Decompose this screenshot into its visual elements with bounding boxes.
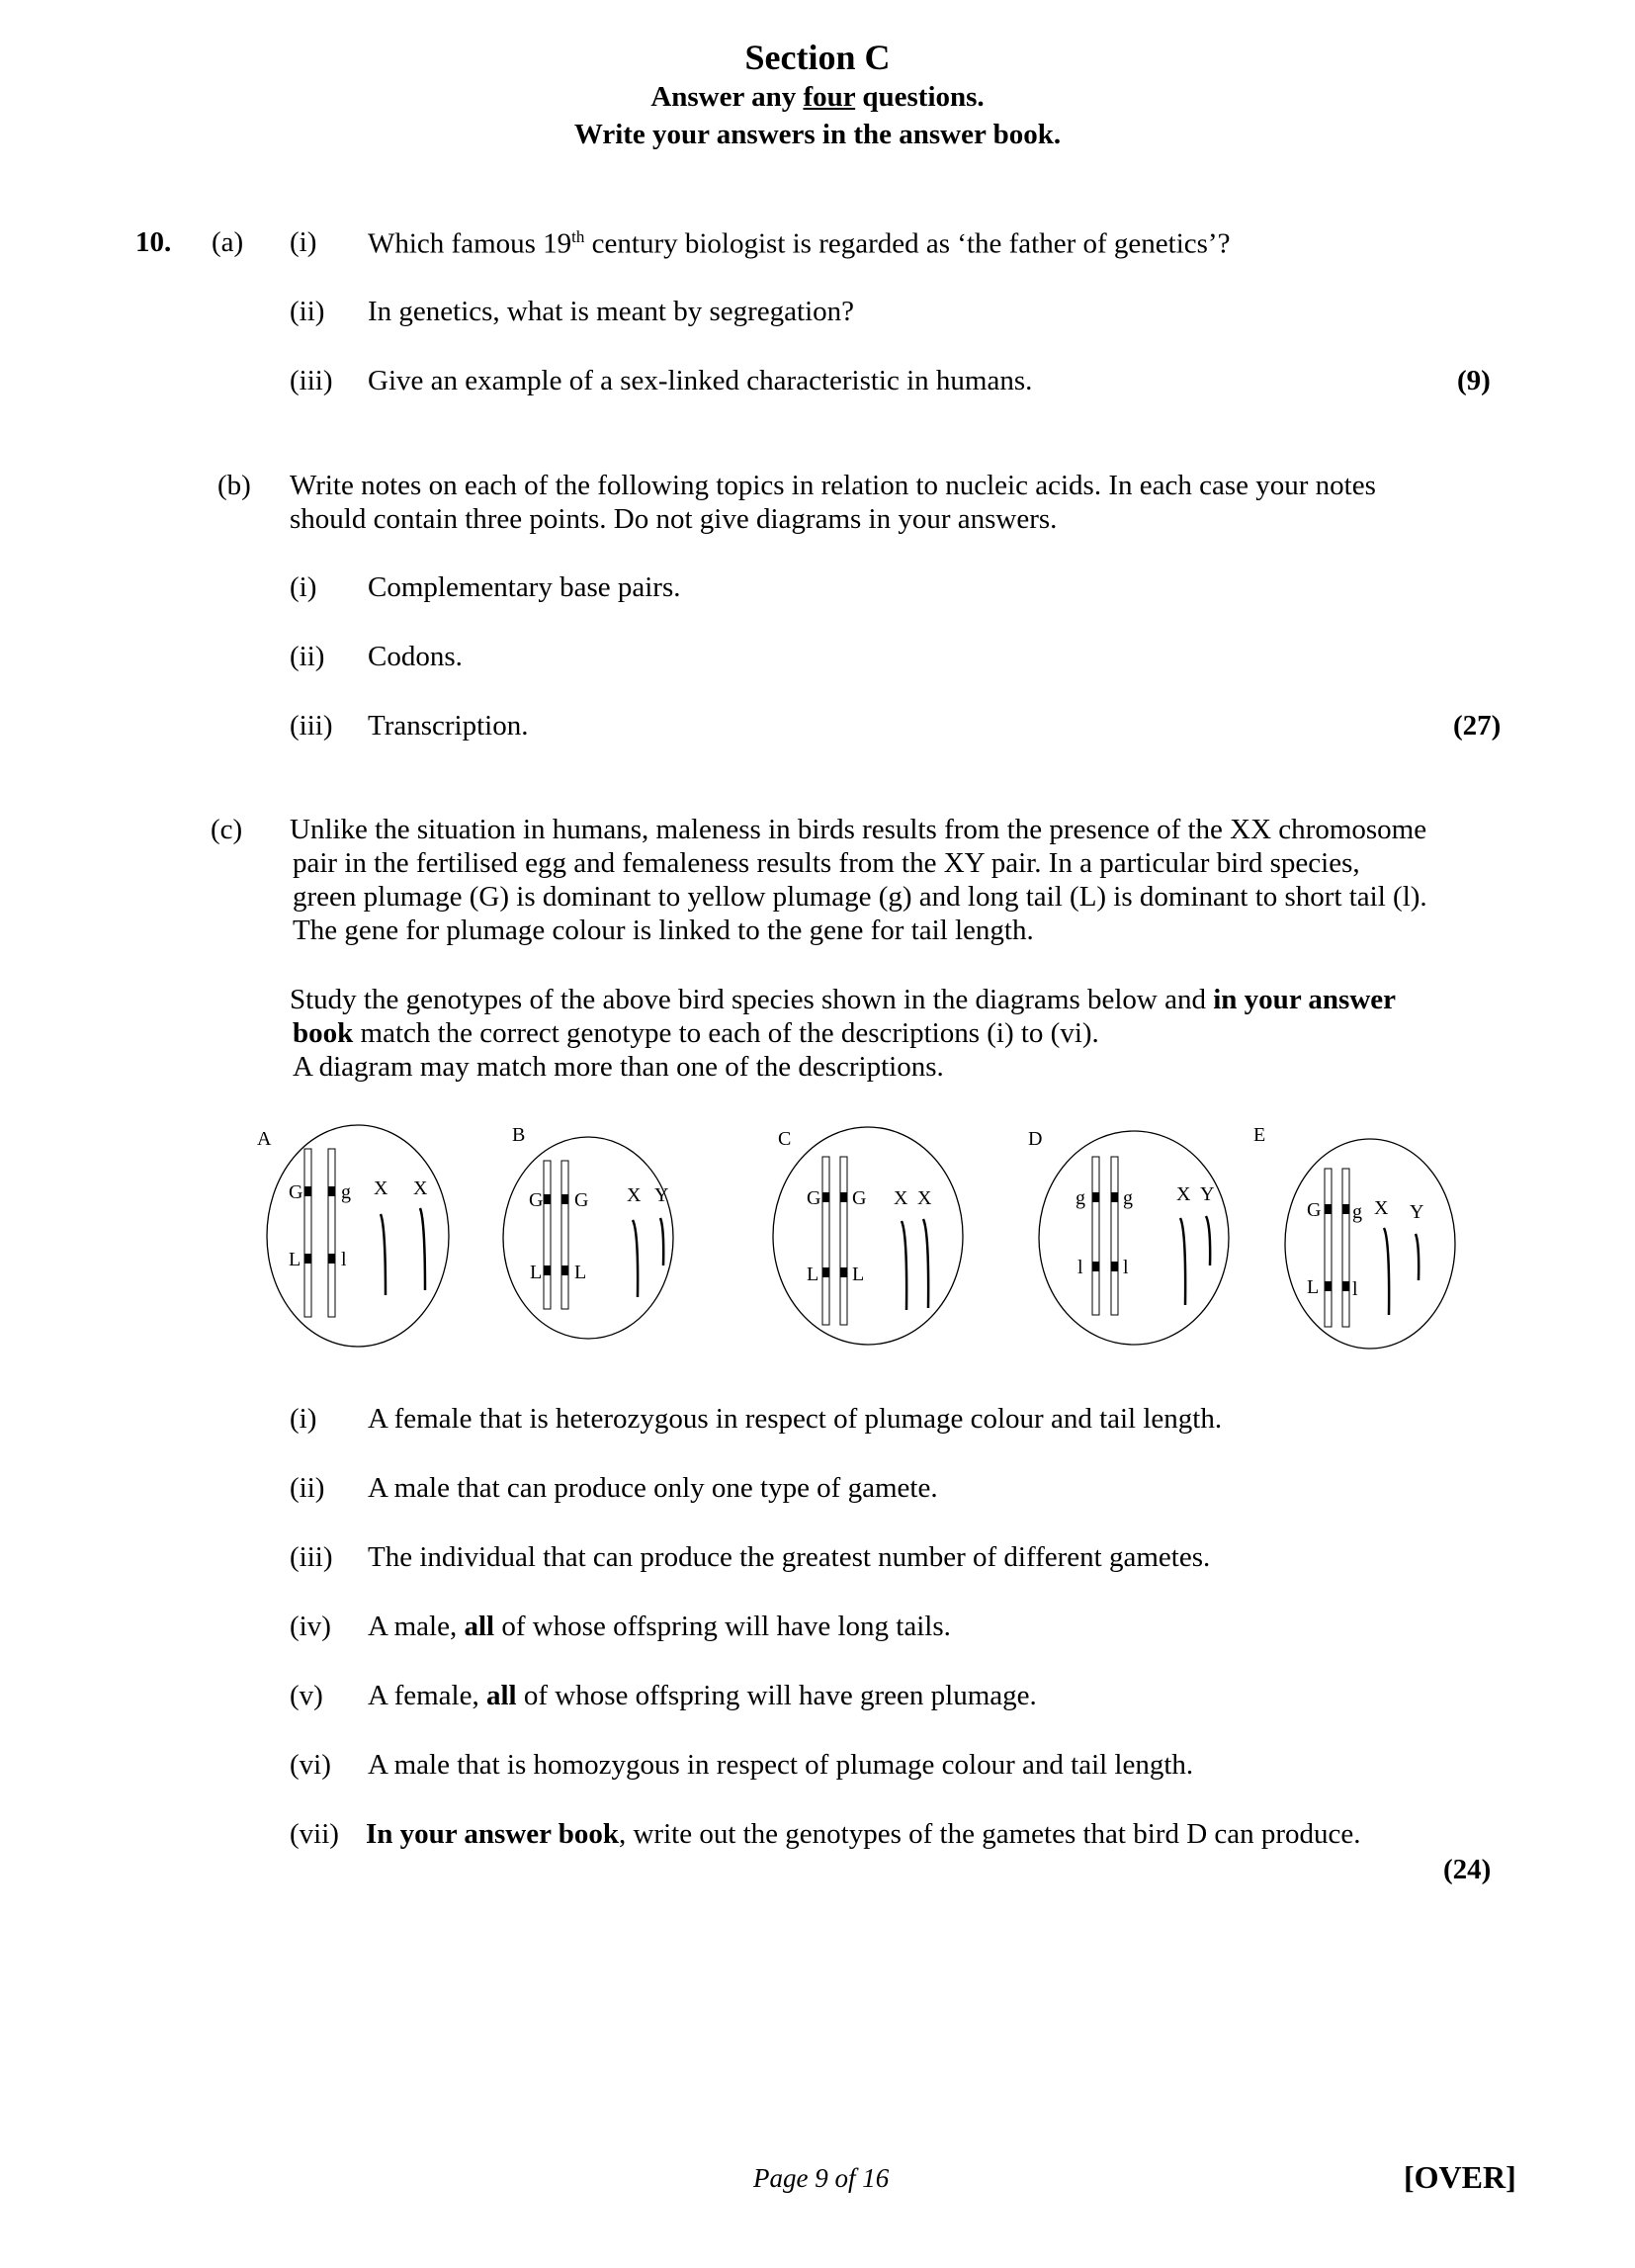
allele-top-left: G	[1307, 1199, 1322, 1221]
question-number: 10.	[135, 226, 172, 258]
c-item-7-bold: In your answer book	[366, 1818, 619, 1850]
page-number: Page 9 of 16	[753, 2163, 890, 2193]
sex-chromosome-2: Y	[1200, 1183, 1215, 1205]
allele-top-left: G	[529, 1189, 544, 1211]
b-marks: (27)	[1453, 710, 1502, 741]
part-b-label: (b)	[217, 470, 251, 501]
c-item-5-pre: A female,	[368, 1680, 486, 1711]
c-marks: (24)	[1443, 1854, 1492, 1885]
c-item-5-text	[368, 1682, 1037, 1710]
allele-bottom-left: L	[1307, 1276, 1320, 1298]
c-item-5-bold: all	[485, 1680, 517, 1711]
instruction-line-1	[0, 83, 1635, 112]
instruction-post: questions.	[855, 81, 985, 113]
c-p1-line-4: The gene for plumage colour is linked to the gene for tail length.	[293, 915, 1034, 946]
b-iii-text: Transcription.	[368, 710, 529, 741]
genotype-diagrams	[247, 1117, 1483, 1374]
part-c-label: (c)	[211, 814, 243, 845]
c-item-3-num: (iii)	[290, 1541, 333, 1573]
c-p2-line-3: A diagram may match more than one of the descriptions.	[293, 1051, 944, 1083]
allele-bottom-left: L	[807, 1264, 819, 1285]
allele-bottom-left: l	[1077, 1257, 1083, 1278]
instruction-line-2: Write your answers in the answer book.	[573, 119, 1062, 150]
allele-bottom-right: L	[852, 1264, 865, 1285]
b-intro-2: should contain three points. Do not give diagrams in your answers.	[290, 503, 1058, 535]
instruction-pre: Answer any	[650, 81, 804, 113]
c-item-5-num: (v)	[290, 1680, 323, 1711]
c-p1-line-1: Unlike the situation in humans, maleness in birds results from the presence of the XX chromosome	[290, 814, 1427, 845]
diagram-a	[257, 1125, 449, 1347]
diagram-label: D	[1028, 1128, 1043, 1150]
sex-chromosome-2: Y	[1410, 1201, 1424, 1223]
b-i-num: (i)	[290, 571, 317, 603]
c-p2-2-post: match the correct genotype to each of the descriptions (i) to (vi).	[353, 1017, 1099, 1049]
allele-top-right: g	[1352, 1201, 1362, 1223]
allele-bottom-left: L	[289, 1249, 301, 1270]
c-item-5-post: of whose offspring will have green plumage.	[516, 1680, 1037, 1711]
a-iii-num: (iii)	[290, 365, 333, 396]
sex-chromosome-1: X	[894, 1187, 908, 1209]
sex-chromosome-1: X	[1176, 1183, 1191, 1205]
c-item-7-text	[366, 1820, 1361, 1849]
a-i-num: (i)	[290, 226, 317, 258]
b-intro-1: Write notes on each of the following topics in relation to nucleic acids. In each case your notes	[290, 470, 1376, 501]
sex-chromosome-2: Y	[654, 1184, 669, 1206]
c-p2-line-2	[293, 1019, 1099, 1048]
sex-chromosome-2: X	[413, 1178, 428, 1199]
a-marks: (9)	[1457, 365, 1491, 396]
diagram-b	[503, 1124, 673, 1339]
c-p2-2-bold: book	[293, 1017, 354, 1049]
diagram-d	[1028, 1128, 1229, 1345]
allele-bottom-right: l	[1123, 1257, 1129, 1278]
c-item-3-text: The individual that can produce the greatest number of different gametes.	[368, 1541, 1211, 1573]
diagram-label: E	[1253, 1124, 1266, 1146]
b-ii-text: Codons.	[368, 641, 463, 672]
allele-top-left: g	[1076, 1187, 1085, 1209]
diagram-label: C	[778, 1128, 792, 1150]
instruction-emph: four	[803, 81, 856, 113]
diagram-c	[773, 1127, 963, 1345]
section-title: Section C	[744, 38, 891, 77]
c-p2-line-1	[290, 986, 1396, 1014]
allele-top-right: G	[574, 1189, 589, 1211]
sex-chromosome-1: X	[1374, 1197, 1389, 1219]
b-i-text: Complementary base pairs.	[368, 571, 681, 603]
c-item-4-pre: A male,	[368, 1611, 465, 1642]
c-item-2-num: (ii)	[290, 1472, 325, 1504]
over-marker: [OVER]	[1404, 2159, 1516, 2195]
a-ii-num: (ii)	[290, 296, 325, 327]
c-item-7-num: (vii)	[290, 1818, 339, 1850]
a-i-sup: th	[571, 227, 585, 246]
c-item-7-post: , write out the genotypes of the gametes that bird D can produce.	[618, 1818, 1361, 1850]
allele-top-right: G	[852, 1187, 867, 1209]
a-i-post: century biologist is regarded as ‘the father of genetics’?	[584, 227, 1231, 260]
a-i-pre: Which famous 19	[368, 227, 572, 260]
a-iii-text: Give an example of a sex-linked characteristic in humans.	[368, 365, 1033, 396]
c-item-4-post: of whose offspring will have long tails.	[494, 1611, 951, 1642]
a-i-text	[368, 228, 1230, 259]
allele-top-right: g	[1123, 1187, 1133, 1209]
part-a-label: (a)	[212, 226, 244, 258]
c-item-4-bold: all	[464, 1611, 495, 1642]
c-p2-1-pre: Study the genotypes of the above bird species shown in the diagrams below and	[290, 984, 1214, 1015]
c-item-1-text: A female that is heterozygous in respect of plumage colour and tail length.	[368, 1403, 1223, 1435]
c-item-4-num: (iv)	[290, 1611, 331, 1642]
c-item-6-text: A male that is homozygous in respect of plumage colour and tail length.	[368, 1749, 1194, 1781]
diagram-e	[1253, 1124, 1455, 1349]
c-item-1-num: (i)	[290, 1403, 317, 1435]
allele-top-left: G	[289, 1181, 303, 1203]
c-p1-line-2: pair in the fertilised egg and femaleness results from the XY pair. In a particular bird species,	[293, 847, 1360, 879]
c-p2-1-bold: in your answer	[1213, 984, 1397, 1015]
sex-chromosome-2: X	[917, 1187, 932, 1209]
sex-chromosome-1: X	[627, 1184, 642, 1206]
diagram-label: A	[257, 1128, 272, 1150]
b-iii-num: (iii)	[290, 710, 333, 741]
c-item-6-num: (vi)	[290, 1749, 331, 1781]
c-item-4-text	[368, 1613, 951, 1641]
allele-bottom-right: l	[1352, 1278, 1358, 1300]
allele-bottom-left: L	[530, 1262, 543, 1283]
c-item-2-text: A male that can produce only one type of gamete.	[368, 1472, 938, 1504]
allele-top-left: G	[807, 1187, 821, 1209]
allele-bottom-right: L	[574, 1262, 587, 1283]
allele-top-right: g	[341, 1181, 351, 1203]
diagram-label: B	[512, 1124, 526, 1146]
c-p1-line-3: green plumage (G) is dominant to yellow plumage (g) and long tail (L) is dominant to short tail (l).	[293, 881, 1427, 913]
a-ii-text: In genetics, what is meant by segregation?	[368, 296, 855, 327]
b-ii-num: (ii)	[290, 641, 325, 672]
sex-chromosome-1: X	[374, 1178, 388, 1199]
allele-bottom-right: l	[341, 1249, 347, 1270]
